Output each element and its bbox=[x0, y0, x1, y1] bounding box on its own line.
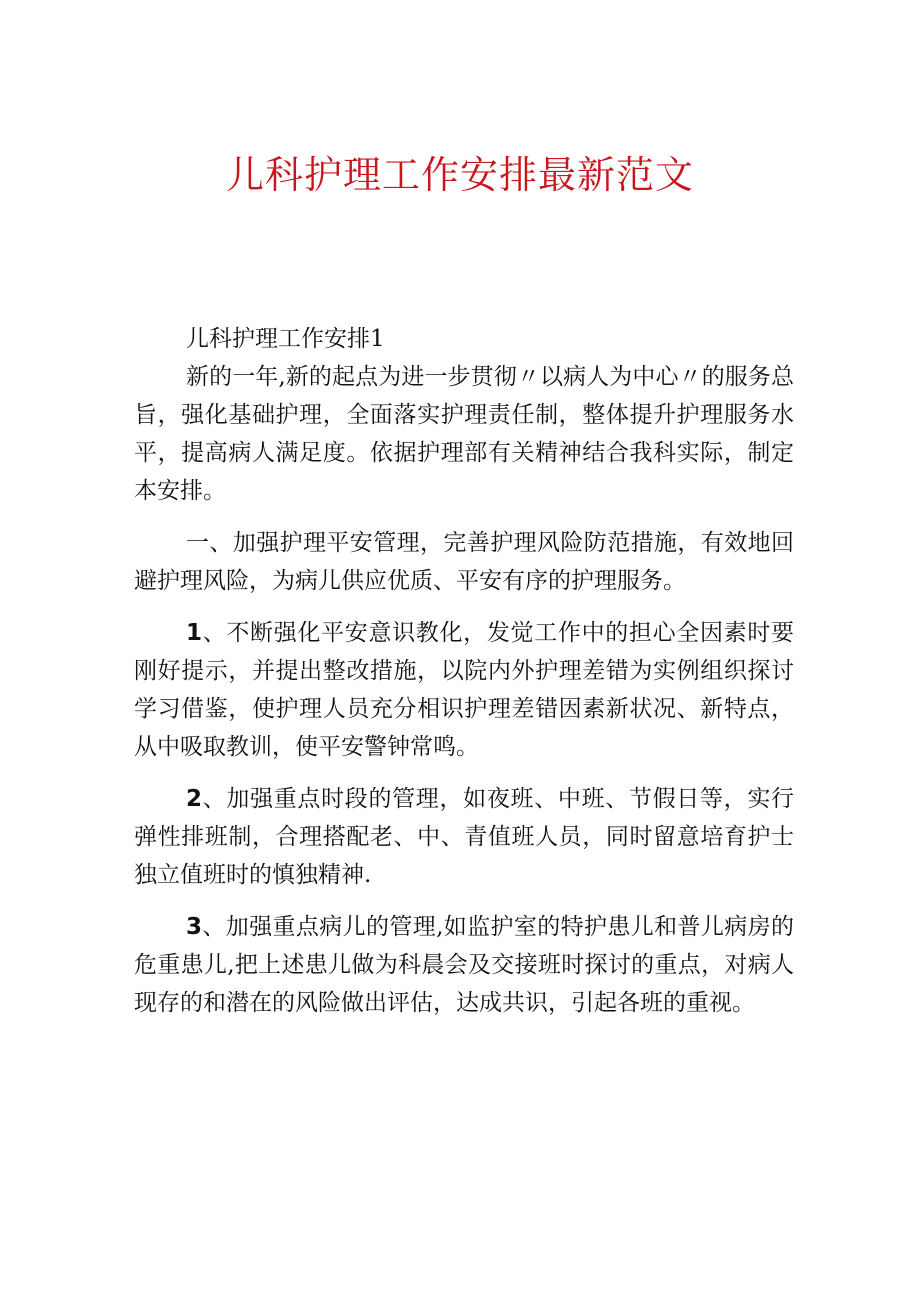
item-text: 、加强重点病儿的管理,如监护室的特护患儿和普儿病房的危重患儿,把上述患儿做为科晨会及交接班时探讨的重点，对病人现存的和潜在的风险做出评估，达成共识，引起各班的重视。 bbox=[134, 914, 794, 1016]
point-one-paragraph: 一、加强护理平安管理，完善护理风险防范措施，有效地回避护理风险，为病儿供应优质、平安有序的护理服务。 bbox=[134, 530, 794, 594]
item-number: 3 bbox=[186, 914, 203, 940]
item-number: 1 bbox=[186, 620, 203, 646]
list-item bbox=[134, 908, 794, 1022]
section-heading: 儿科护理工作安排1 bbox=[186, 326, 385, 352]
intro-paragraph: 新的一年,新的起点为进一步贯彻〃以病人为中心〃的服务总旨，强化基础护理，全面落实护理责任制，整体提升护理服务水平，提高病人满足度。依据护理部有关精神结合我科实际，制定本安排。 bbox=[134, 364, 794, 504]
list-item bbox=[134, 780, 794, 894]
list-item bbox=[134, 614, 794, 766]
item-number: 2 bbox=[186, 786, 203, 812]
document-title: 儿科护理工作安排最新范文 bbox=[225, 153, 694, 197]
item-text: 、加强重点时段的管理，如夜班、中班、节假日等，实行弹性排班制，合理搭配老、中、青值班人员，同时留意培育护士独立值班时的慎独精神. bbox=[134, 786, 794, 888]
item-text: 、不断强化平安意识教化，发觉工作中的担心全因素时要刚好提示，并提出整改措施，以院内外护理差错为实例组织探讨学习借鉴，使护理人员充分相识护理差错因素新状况、新特点，从中吸取教训，使平安警钟常鸣。 bbox=[134, 620, 794, 760]
document-body bbox=[134, 320, 794, 1036]
